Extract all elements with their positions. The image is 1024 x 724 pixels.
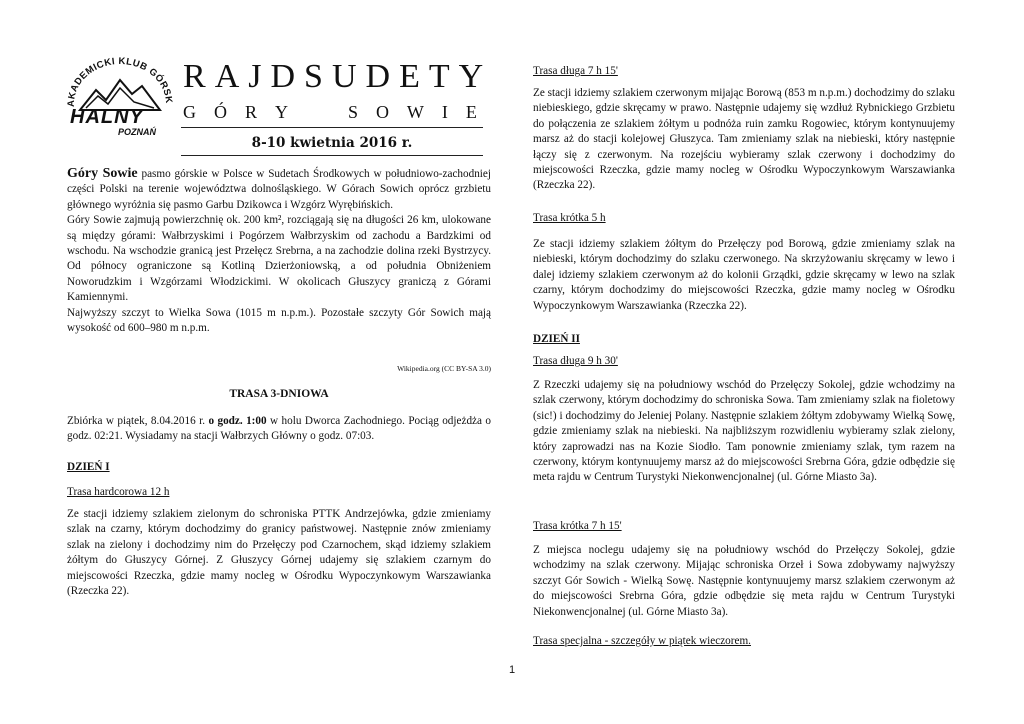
page-title — [183, 58, 493, 96]
subtitle-letter: I — [441, 102, 454, 122]
subtitle-letter: G — [183, 102, 202, 122]
title-rule — [181, 127, 483, 128]
title-letter: E — [399, 58, 429, 95]
day2-long-section — [533, 378, 955, 486]
club-logo — [62, 56, 180, 142]
meet-text-a: Zbiórka w piątek, 8.04.2016 r. — [67, 415, 209, 427]
intro-section — [67, 166, 491, 336]
route-heading: TRASA 3-DNIOWA — [229, 388, 329, 400]
meeting-info — [67, 414, 491, 445]
day2-heading: DZIEŃ II — [533, 333, 580, 345]
day2-short-text: Z miejsca noclegu udajemy się na południowy wschód do Przełęczy Sokolej, gdzie wchodzimy na szlak czerwony. Mijając schroniska Orzeł i Sowa zdobywamy najwyższy szczyt Gór Sowich - Wielką Sowę. Następnie kontynuujemy marsz szlakiem czerwonym aż do miejscowości Srebrna Góra, gdzie odbędzie się meta rajdu w Centrum Turystyki Niekonwencjonalnej (ul. Górne Miasto 3a). — [533, 544, 955, 618]
day1-short-label: Trasa krótka 5 h — [533, 212, 606, 224]
day2-short-label: Trasa krótka 7 h 15' — [533, 520, 622, 532]
lead-word: Góry Sowie — [67, 166, 138, 181]
subtitle-letter: W — [406, 102, 430, 122]
subtitle-letter: S — [347, 102, 364, 122]
logo-city: POZNAŃ — [118, 127, 156, 137]
subtitle-letter: Y — [274, 102, 294, 122]
day1-long-section — [533, 86, 955, 194]
date-rule — [181, 155, 483, 156]
title-letter: S — [304, 58, 332, 95]
subtitle-letter: O — [375, 102, 395, 122]
day1-short-text: Ze stacji idziemy szlakiem żółtym do Przełęczy pod Borową, gdzie zmieniamy szlak na niebieski, którym dochodzimy do szlaku czerwonego. Na skrzyżowaniu skręcamy w lewo i dalej idziemy szlakiem czerwonym aż do kolonii Grządki, gdzie skręcamy w lewo na szlak czarny, którym dochodzimy do miejscowości Rzeczka, gdzie mamy nocleg w Ośrodku Wypoczynkowym Warszawianka (Rzeczka 22). — [533, 238, 955, 312]
page-number: 1 — [508, 664, 516, 676]
subtitle-letter: E — [465, 102, 483, 122]
title-letter: D — [270, 58, 305, 95]
day1-hard-label: Trasa hardcorowa 12 h — [67, 486, 170, 498]
day2-special-label: Trasa specjalna - szczegóły w piątek wieczorem. — [533, 635, 751, 647]
intro-paragraph-2: Góry Sowie zajmują powierzchnię ok. 200 km², rozciągają się na długości 26 km, ulokowane są między górami: Wałbrzyskimi i Pogórzem Wałbrzyskim od zachodu a Bardzkimi od wschodu. Na wschodzie granicą jest Przełęcz Srebrna, a na zachodzie dolina rzeki Bystrzycy. Od północy ograniczone są Kotliną Dzierżoniowską, a od południa Obniżeniem Noworudzkim i Wzgórzami Włodzickimi. W okolicach Głuszycy graniczą z Górami Kamiennymi. — [67, 214, 491, 304]
day2-long-label: Trasa długa 9 h 30' — [533, 355, 618, 367]
day1-hard-text: Ze stacji idziemy szlakiem zielonym do schroniska PTTK Andrzejówka, gdzie zmieniamy szlak na czarny, którym dochodzimy do granicy państwowej. Następnie znów zmieniamy szlak na zielony i dochodzimy nim do Przełęczy pod Czarnochem, skąd idziemy szlakiem żółtym do Głuszycy Górnej. Z Głuszycy Górnej udajemy się szlakiem czarnym do miejscowości Rzeczka, gdzie mamy nocleg w Ośrodku Wypoczynkowym Warszawianka (Rzeczka 22). — [67, 508, 491, 598]
title-letter: U — [331, 58, 366, 95]
event-date: 8-10 kwietnia 2016 r. — [251, 135, 413, 151]
intro-paragraph-1 — [67, 166, 491, 213]
logo-brand: HALNY — [70, 106, 144, 128]
intro-p1-text: pasmo górskie w Polsce w Sudetach Środkowych w południowo-zachodniej części Polski na terenie województwa dolnośląskiego. W Górach Sowich oprócz grzbietu głównego wyróżnia się pasmo Garbu Dzikowca i Wzgórz Wyrębińskich. — [67, 168, 491, 211]
day1-heading: DZIEŃ I — [67, 461, 110, 473]
subtitle-letter: Ó — [213, 102, 233, 122]
title-letter: A — [214, 58, 249, 95]
meet-text-c: w holu Dworca Zachodniego. Pociąg odjeżdża o godz. 02:21. Wysiadamy na stacji Wałbrzych Główny o godz. 07:03. — [67, 415, 491, 443]
subtitle-letter: R — [244, 102, 263, 122]
intro-paragraph-3: Najwyższy szczyt to Wielka Sowa (1015 m n.p.m.). Pozostałe szczyty Gór Sowich mają wysokość od 600–980 m n.p.m. — [67, 306, 491, 335]
title-letter: R — [183, 58, 215, 95]
title-letter: Y — [458, 58, 493, 95]
title-letter: T — [428, 58, 459, 95]
day2-long-text: Z Rzeczki udajemy się na południowy wschód do Przełęczy Sokolej, gdzie wchodzimy na szlak czerwony, którym dochodzimy do schroniska Sowa. Tam zmieniamy szlak na fioletowy (sic!) i dochodzimy do Jeleniej Polany. Następnie szlakiem żółtym zdobywamy Wielką Sowę, gdzie zmieniamy szlak na niebieski. Na najbliższym rozwidleniu wybieramy szlak zielony, który zaprowadzi nas na Kozie Siodło. Tam ponownie zmieniamy szlak, tym razem na czerwony, którym kontynuujemy marsz aż do miejscowości Srebrna Góra, gdzie odbędzie się meta rajdu w Centrum Turystyki Niekonwencjonalnej (ul. Górne Miasto 3a). — [533, 379, 955, 484]
page-subtitle — [183, 102, 483, 123]
day1-hard-section — [67, 507, 491, 599]
day1-short-section — [533, 237, 955, 314]
day1-long-text: Ze stacji idziemy szlakiem czerwonym mijając Borową (853 m n.p.m.) dochodzimy do szlaku niebieskiego, gdzie skręcamy w prawo. Następnie udajemy się wzdłuż Rybnickiego Grzbietu do połączenia ze szlakiem żółtym u podnóża ruin zamku Rogowiec, którym kontynuujemy marsz aż do stacji kolejowej Głuszyca. Tam zmieniamy szlak na niebieski, który następnie łączy się z czerwonym. Na rozejściu wybieramy szlak czerwony i dochodzimy do miejscowości Rzeczka, gdzie mamy nocleg w Ośrodku Wypoczynkowym Warszawianka (Rzeczka 22). — [533, 87, 955, 192]
day1-long-label: Trasa długa 7 h 15' — [533, 65, 618, 77]
logo-arc-text: AKADEMICKI KLUB GÓRSK — [65, 56, 175, 108]
meet-time: o godz. 1:00 — [208, 415, 267, 427]
source-credit: Wikipedia.org (CC BY-SA 3.0) — [397, 364, 491, 373]
day2-short-section — [533, 543, 955, 620]
title-letter: D — [365, 58, 400, 95]
title-letter: J — [248, 58, 271, 95]
